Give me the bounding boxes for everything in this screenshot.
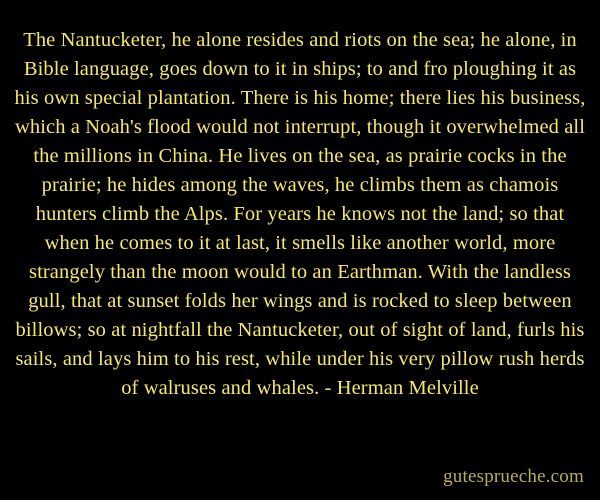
site-watermark: gutesprueche.com bbox=[443, 466, 584, 487]
quote-text: The Nantucketer, he alone resides and riots on the sea; he alone, in Bible language, goes down to it in ships; to and fro ploughing it as his own special plantation. There is his home; there lies his business, which a Noah's flood would not interrupt, though it overwhelmed all the millions in China. He lives on the sea, as prairie cocks in the prairie; he hides among the waves, he climbs them as chamois hunters climb the Alps. For years he knows not the land; so that when he comes to it at last, it smells like another world, more strangely than the moon would to an Earthman. With the landless gull, that at sunset folds her wings and is rocked to sleep between billows; so at nightfall the Nantucketer, out of sight of land, furls his sails, and lays him to his rest, while under his very pillow rush herds of walruses and whales. - Herman Melville bbox=[14, 29, 591, 399]
